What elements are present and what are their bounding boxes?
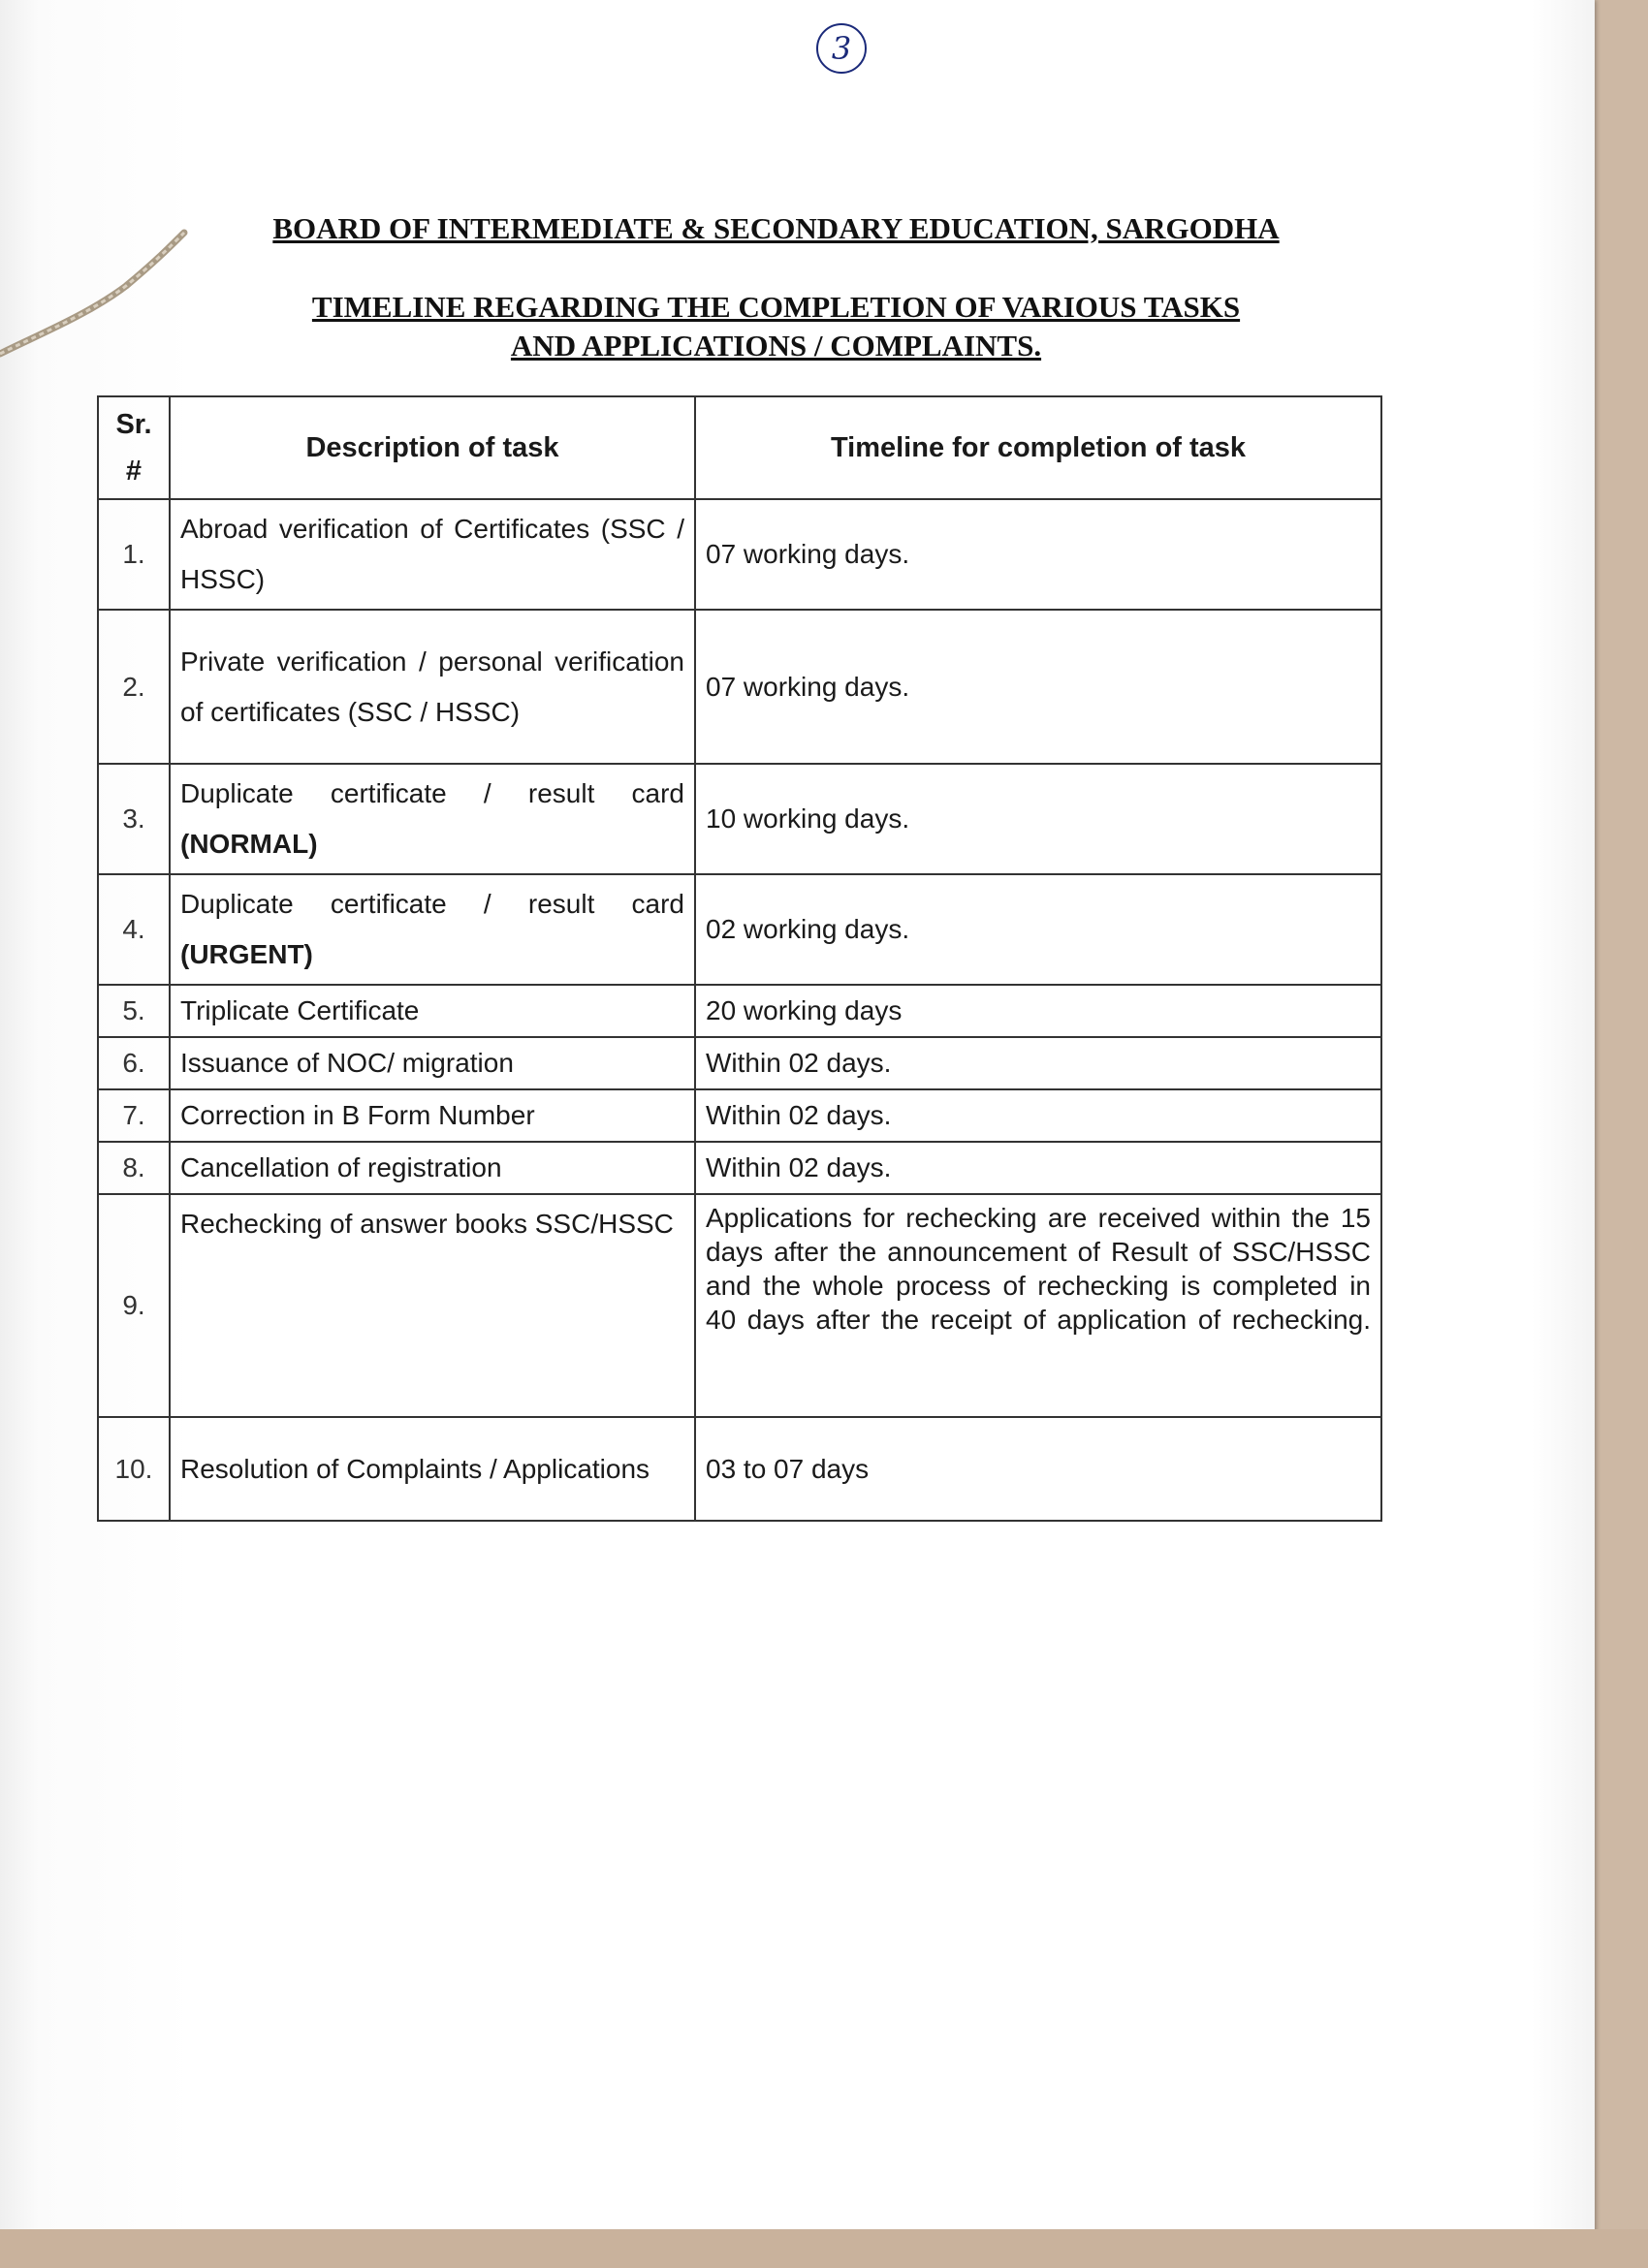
- row-timeline: Within 02 days.: [695, 1037, 1381, 1089]
- header-sr: [98, 396, 170, 499]
- title-line-2: AND APPLICATIONS / COMPLAINTS.: [510, 329, 1042, 362]
- row-description: Resolution of Complaints / Applications: [170, 1417, 695, 1521]
- table-row: [98, 985, 1381, 1037]
- table-row: [98, 874, 1381, 985]
- row-description: [170, 764, 695, 874]
- row-number: 3.: [98, 764, 170, 874]
- row-description: Issuance of NOC/ migration: [170, 1037, 695, 1089]
- header-sr-hash: #: [125, 456, 143, 487]
- row-timeline: 07 working days.: [695, 610, 1381, 764]
- timeline-table: [97, 395, 1382, 1522]
- row-description: [170, 874, 695, 985]
- table-row: [98, 1037, 1381, 1089]
- row-number: 6.: [98, 1037, 170, 1089]
- table-header-row: [98, 396, 1381, 499]
- row-timeline: 03 to 07 days: [695, 1417, 1381, 1521]
- board-name: BOARD OF INTERMEDIATE & SECONDARY EDUCATION, SARGODHA: [272, 211, 1280, 245]
- header-description: Description of task: [170, 396, 695, 499]
- row-description-emphasis: (NORMAL): [180, 829, 318, 859]
- row-timeline: Within 02 days.: [695, 1142, 1381, 1194]
- row-timeline: Applications for rechecking are received within the 15 days after the announcement of Result of SSC/HSSC and the whole process of rechecking is completed in 40 days after the receipt of application of rechecking.: [695, 1194, 1381, 1417]
- row-description: Abroad verification of Certificates (SSC / HSSC): [170, 499, 695, 610]
- folder-edge: [0, 2229, 1648, 2268]
- header-timeline: Timeline for completion of task: [695, 396, 1381, 499]
- row-number: 7.: [98, 1089, 170, 1142]
- row-timeline: 07 working days.: [695, 499, 1381, 610]
- row-number: 8.: [98, 1142, 170, 1194]
- row-timeline: 20 working days: [695, 985, 1381, 1037]
- row-number: 2.: [98, 610, 170, 764]
- row-description-text: Duplicate certificate / result card: [180, 778, 684, 808]
- table-row: [98, 610, 1381, 764]
- row-number: 5.: [98, 985, 170, 1037]
- table-row: [98, 1142, 1381, 1194]
- table-row: [98, 1417, 1381, 1521]
- row-number: 4.: [98, 874, 170, 985]
- row-description: Cancellation of registration: [170, 1142, 695, 1194]
- row-timeline: Within 02 days.: [695, 1089, 1381, 1142]
- header-sr-label: Sr.: [115, 409, 152, 440]
- row-description-text: Duplicate certificate / result card: [180, 889, 684, 919]
- row-number: 9.: [98, 1194, 170, 1417]
- row-number: 10.: [98, 1417, 170, 1521]
- row-description: Correction in B Form Number: [170, 1089, 695, 1142]
- row-description: Rechecking of answer books SSC/HSSC: [170, 1194, 695, 1417]
- row-number: 1.: [98, 499, 170, 610]
- table-row: [98, 764, 1381, 874]
- row-description: Triplicate Certificate: [170, 985, 695, 1037]
- title-line-1: TIMELINE REGARDING THE COMPLETION OF VARIOUS TASKS: [311, 290, 1241, 324]
- document-title: [0, 288, 1573, 365]
- table-row: [98, 499, 1381, 610]
- handwritten-page-number: 3: [816, 23, 867, 74]
- row-description-emphasis: (URGENT): [180, 939, 313, 969]
- table-row: [98, 1194, 1381, 1417]
- row-description: Private verification / personal verification of certificates (SSC / HSSC): [170, 610, 695, 764]
- row-timeline: 02 working days.: [695, 874, 1381, 985]
- table-row: [98, 1089, 1381, 1142]
- row-timeline: 10 working days.: [695, 764, 1381, 874]
